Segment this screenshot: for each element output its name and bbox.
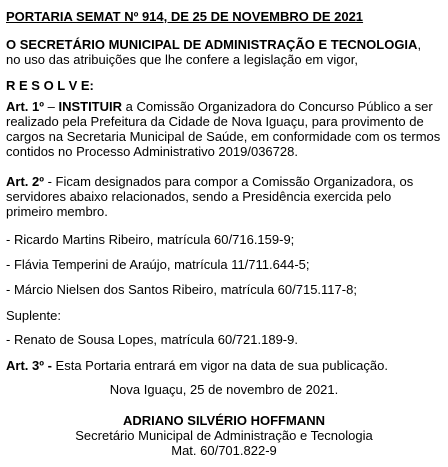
article-1: Art. 1º – INSTITUIR a Comissão Organizadora do Concurso Público a ser realizado pela Prefeitura da Cidade de Nova Iguaçu, para provimento de cargos na Secretaria Municipal de Saúde, em conformidade com os termos contidos no Processo Administrativo 2019/036728. xyxy=(6,99,441,159)
title-text: PORTARIA SEMAT Nº 914, DE 25 DE NOVEMBRO DE 2021 xyxy=(6,9,364,24)
preamble-author: O SECRETÁRIO MUNICIPAL DE ADMINISTRAÇÃO E TECNOLOGIA xyxy=(6,37,418,52)
signatory-role: Secretário Municipal de Administração e Tecnologia xyxy=(75,428,373,443)
substitute-label: Suplente: xyxy=(6,308,61,323)
member-1: - Ricardo Martins Ribeiro, matrícula 60/716.159-9; xyxy=(6,232,295,247)
article-2: Art. 2º - Ficam designados para compor a Comissão Organizadora, os servidores abaixo relacionados, sendo a Presidência exercida pelo primeiro membro. xyxy=(6,174,414,219)
substitute-member: - Renato de Sousa Lopes, matrícula 60/721.189-9. xyxy=(6,332,298,347)
member-3: - Márcio Nielsen dos Santos Ribeiro, matrícula 60/715.117-8; xyxy=(6,282,357,297)
signatory-registration: Mat. 60/701.822-9 xyxy=(171,443,277,458)
member-2: - Flávia Temperini de Araújo, matrícula 11/711.644-5; xyxy=(6,257,310,272)
doc-title xyxy=(6,9,442,24)
signatory-name: ADRIANO SILVÉRIO HOFFMANN xyxy=(123,413,325,428)
preamble-rest: no uso das atribuições que lhe confere a legislação em vigor, xyxy=(6,52,358,67)
resolve-heading: R E S O L V E: xyxy=(6,78,94,93)
date-place: Nova Iguaçu, 25 de novembro de 2021. xyxy=(109,382,339,397)
preamble: O SECRETÁRIO MUNICIPAL DE ADMINISTRAÇÃO E TECNOLOGIA, no uso das atribuições que lhe confere a legislação em vigor, xyxy=(6,37,422,67)
article-3: Art. 3º - Esta Portaria entrará em vigor na data de sua publicação. xyxy=(6,358,388,373)
